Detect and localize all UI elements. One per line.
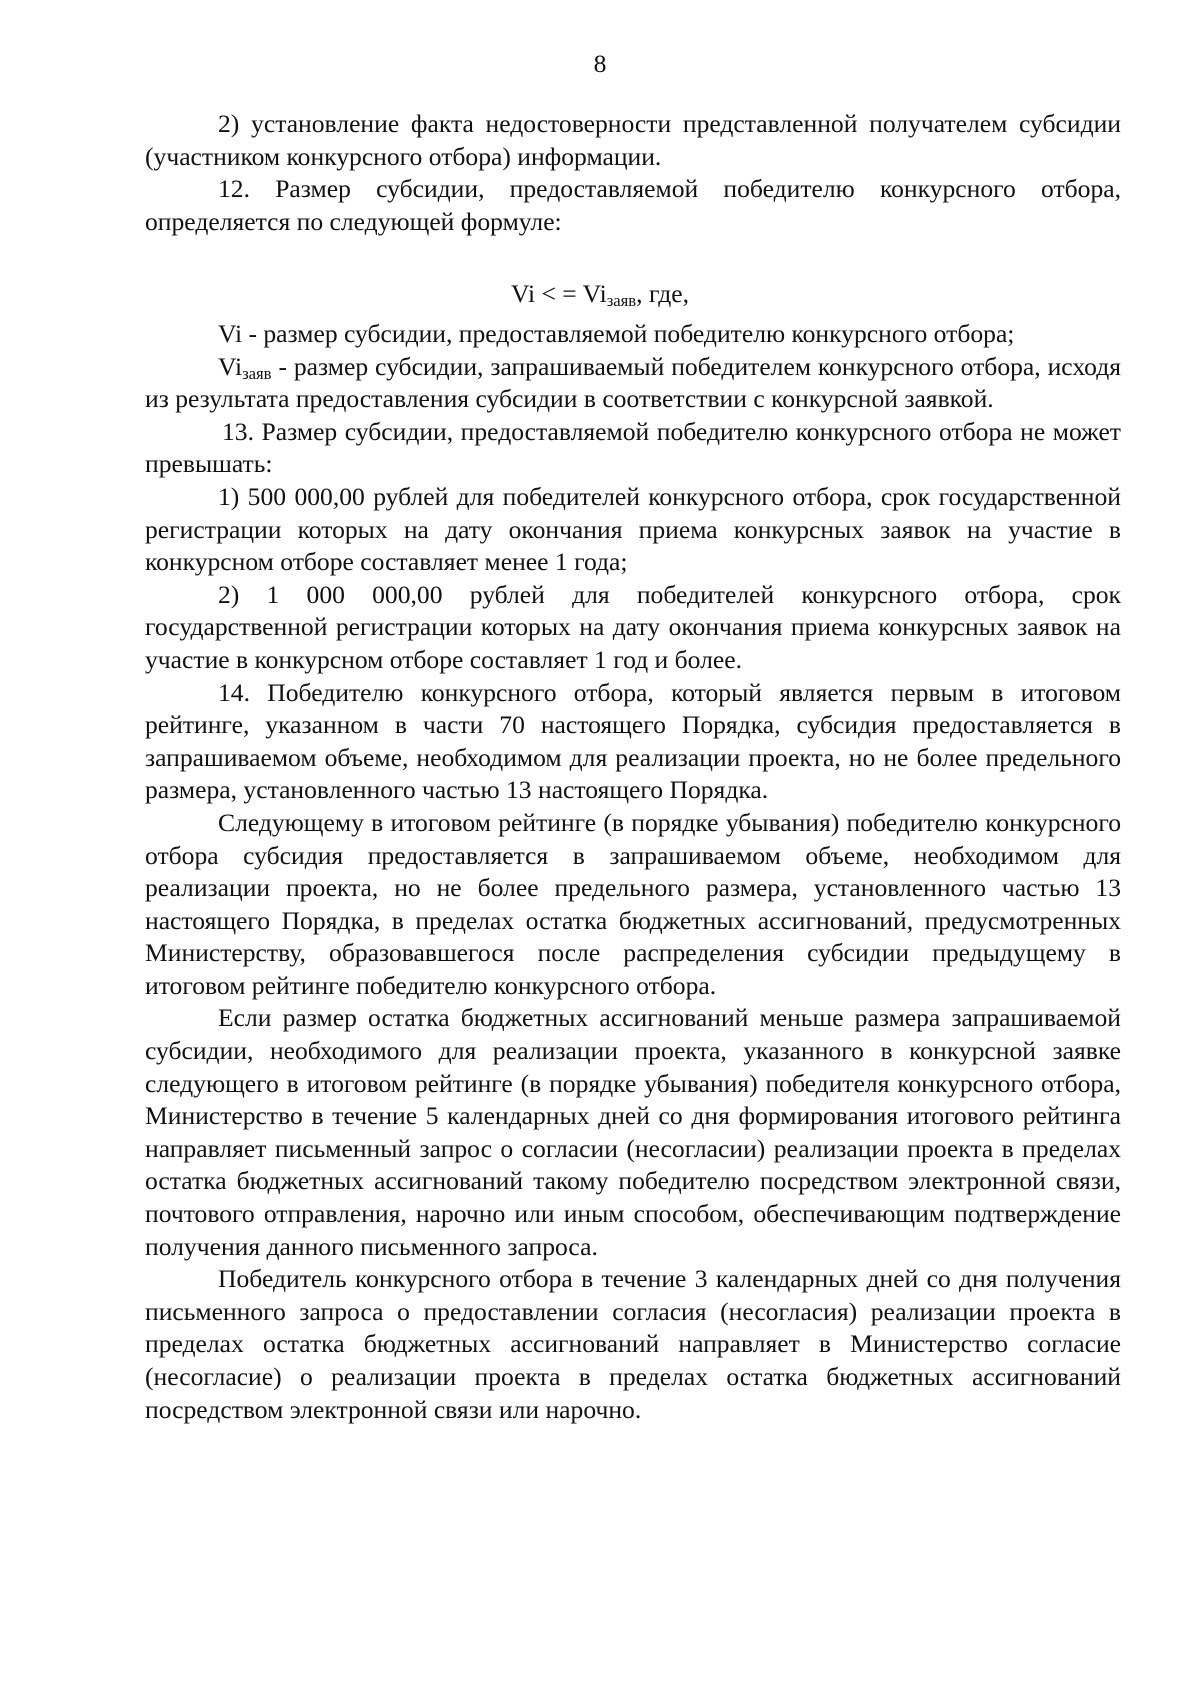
definition-vi-zayav-subscript: заяв <box>242 363 272 383</box>
formula-left: Vi < = Vi <box>511 279 607 308</box>
definition-vi: Vi - размер субсидии, предоставляемой победителю конкурсного отбора; <box>218 319 1015 348</box>
definition-vi-zayav <box>145 351 1121 416</box>
paragraph-if-insufficient: Если размер остатка бюджетных ассигнований меньше размера запрашиваемой субсидии, необходимого для реализации проекта, указанного в конкурсной заявке следующего в итоговом рейтинге (в порядке убывания) победителя конкурсного отбора, Министерство в течение 5 календарных дней со дня формирования итогового рейтинга направляет письменный запрос о согласии (несогласии) реализации проекта в пределах остатка бюджетных ассигнований такому победителю посредством электронной связи, почтового отправления, нарочно или иным способом, обеспечивающим подтверждение получения данного письменного запроса. <box>145 1003 1121 1261</box>
formula <box>0 278 1200 310</box>
paragraph-13: 13. Размер субсидии, предоставляемой победителю конкурсного отбора не может превышать: <box>145 416 1121 479</box>
paragraph-12: 12. Размер субсидии, предоставляемой победителю конкурсного отбора, определяется по следующей формуле: <box>145 174 1121 236</box>
formula-subscript: заяв <box>606 291 637 310</box>
paragraph-next-winner: Следующему в итоговом рейтинге (в порядке убывания) победителю конкурсного отбора субсидия предоставляется в запрашиваемом объеме, необходимом для реализации проекта, но не более предельного размера, установленного частью 13 настоящего Порядка, в пределах остатка бюджетных ассигнований, предусмотренных Министерству, образовавшегося после распределения субсидии предыдущему в итоговом рейтинге победителю конкурсного отбора. <box>145 807 1121 1000</box>
block-main <box>145 318 1121 1426</box>
paragraph-winner-response: Победитель конкурсного отбора в течение 3 календарных дней со дня получения письменного запроса о предоставлении согласия (несогласия) реализации проекта в пределах остатка бюджетных ассигнований направляет в Министерство согласие (несогласие) о реализации проекта в пределах остатка бюджетных ассигнований посредством электронной связи или нарочно. <box>145 1264 1121 1424</box>
paragraph-13-item-1: 1) 500 000,00 рублей для победителей конкурсного отбора, срок государственной регистрации которых на дату окончания приема конкурсных заявок на участие в конкурсном отборе составляет менее 1 года; <box>145 481 1121 577</box>
definition-vi-zayav-text: - размер субсидии, запрашиваемый победителем конкурсного отбора, исходя из результата предоставления субсидии в соответствии с конкурсной заявкой. <box>145 351 1121 414</box>
paragraph-13-item-2: 2) 1 000 000,00 рублей для победителей конкурсного отбора, срок государственной регистрации которых на дату окончания приема конкурсных заявок на участие в конкурсном отборе составляет 1 год и более. <box>145 579 1121 674</box>
block-top <box>145 108 1121 238</box>
formula-right: , где, <box>636 279 689 308</box>
definition-vi-zayav-base: Vi <box>218 351 243 381</box>
page-number: 8 <box>593 49 607 78</box>
paragraph-14: 14. Победителю конкурсного отбора, который является первым в итоговом рейтинге, указанном в части 70 настоящего Порядка, субсидия предоставляется в запрашиваемом объеме, необходимом для реализации проекта, но не более предельного размера, установленного частью 13 настоящего Порядка. <box>145 677 1121 805</box>
paragraph-item-2: 2) установление факта недостоверности представленной получателем субсидии (участником конкурсного отбора) информации. <box>145 109 1121 171</box>
